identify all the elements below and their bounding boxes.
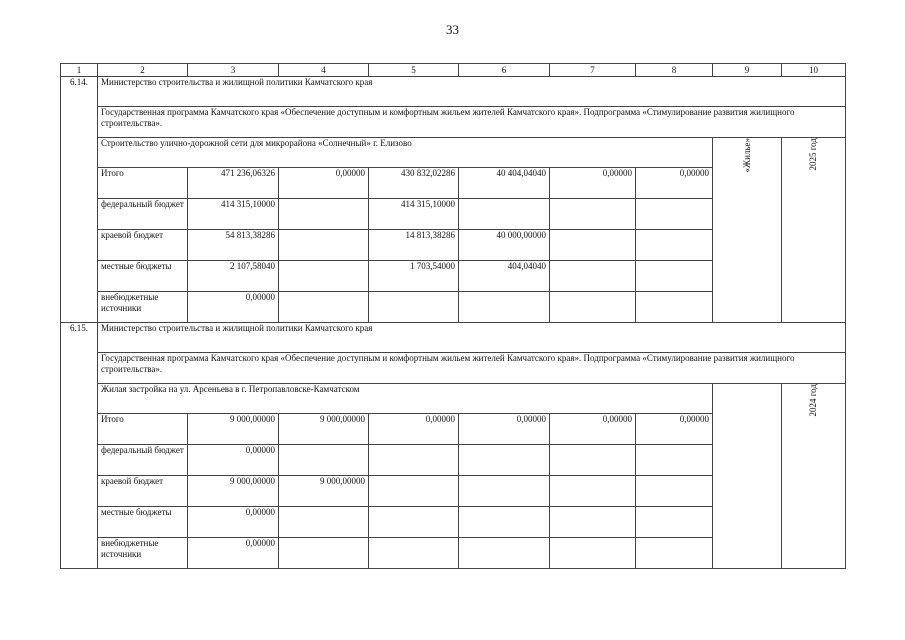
value-cell: 9 000,00000 [188,476,279,507]
ministry-row [61,77,846,107]
column-header: 1 [61,64,98,77]
object-row [61,138,846,168]
value-cell [550,261,636,292]
value-cell [636,292,713,323]
value-cell: 414 315,10000 [369,199,459,230]
value-cell [636,538,713,569]
ministry-name: Министерство строительства и жилищной политики Камчатского края [98,77,846,107]
value-cell [369,476,459,507]
value-cell [369,292,459,323]
value-cell: 430 832,02286 [369,168,459,199]
value-cell [459,445,550,476]
row-label: Итого [98,414,188,445]
value-cell: 0,00000 [188,292,279,323]
program-name: Государственная программа Камчатского края «Обеспечение доступным и комфортным жильем жителей Камчатского края». Подпрограмма «Стимулирование развития жилищного строительства». [98,107,846,138]
section-number: 6.14. [61,77,98,323]
ministry-name: Министерство строительства и жилищной политики Камчатского края [98,323,846,353]
value-cell: 1 703,54000 [369,261,459,292]
program-name: Государственная программа Камчатского края «Обеспечение доступным и комфортным жильем жителей Камчатского края». Подпрограмма «Стимулирование развития жилищного строительства». [98,353,846,384]
value-cell [636,507,713,538]
value-cell: 2 107,58040 [188,261,279,292]
value-cell [636,261,713,292]
column-header: 10 [782,64,846,77]
year-label: 2024 год [808,384,818,417]
value-cell [459,199,550,230]
program-label-cell [713,384,782,569]
object-name: Жилая застройка на ул. Арсеньева в г. Петропавловске-Камчатском [98,384,713,414]
value-cell [550,230,636,261]
section-number: 6.15. [61,323,98,569]
column-header: 2 [98,64,188,77]
value-cell [279,538,369,569]
column-header: 8 [636,64,713,77]
column-header: 7 [550,64,636,77]
column-header: 3 [188,64,279,77]
row-label: федеральный бюджет [98,199,188,230]
year-label: 2025 год [808,138,818,171]
page-number: 33 [446,22,459,37]
year-cell [782,384,846,569]
value-cell: 0,00000 [369,414,459,445]
value-cell [279,445,369,476]
value-cell [369,538,459,569]
row-label: краевой бюджет [98,476,188,507]
object-name: Строительство улично-дорожной сети для микрорайона «Солнечный» г. Елизово [98,138,713,168]
value-cell: 0,00000 [459,414,550,445]
value-cell [459,538,550,569]
value-cell [279,261,369,292]
value-cell [369,507,459,538]
value-cell [459,292,550,323]
value-cell: 471 236,06326 [188,168,279,199]
program-label: «Жилье» [741,138,752,173]
value-cell: 0,00000 [188,538,279,569]
value-cell [550,199,636,230]
program-row [61,353,846,384]
value-cell: 54 813,38286 [188,230,279,261]
row-label: федеральный бюджет [98,445,188,476]
column-header: 4 [279,64,369,77]
value-cell: 414 315,10000 [188,199,279,230]
column-header: 6 [459,64,550,77]
value-cell [550,292,636,323]
program-label-cell [713,138,782,323]
value-cell: 404,04040 [459,261,550,292]
ministry-row [61,323,846,353]
value-cell [279,230,369,261]
value-cell: 40 404,04040 [459,168,550,199]
row-label: Итого [98,168,188,199]
year-cell [782,138,846,323]
value-cell [636,230,713,261]
value-cell: 0,00000 [636,168,713,199]
value-cell: 0,00000 [550,168,636,199]
value-cell [279,292,369,323]
row-label: внебюджетные источники [98,538,188,569]
column-header: 9 [713,64,782,77]
value-cell [550,476,636,507]
value-cell [550,507,636,538]
value-cell [636,476,713,507]
column-header: 5 [369,64,459,77]
value-cell: 0,00000 [550,414,636,445]
value-cell: 0,00000 [279,168,369,199]
value-cell [279,199,369,230]
value-cell [369,445,459,476]
row-label: краевой бюджет [98,230,188,261]
value-cell [459,507,550,538]
object-row [61,384,846,414]
value-cell [279,507,369,538]
value-cell: 0,00000 [188,445,279,476]
value-cell: 40 000,00000 [459,230,550,261]
value-cell: 9 000,00000 [279,414,369,445]
row-label: внебюджетные источники [98,292,188,323]
value-cell [636,199,713,230]
value-cell: 9 000,00000 [188,414,279,445]
value-cell [459,476,550,507]
value-cell: 0,00000 [188,507,279,538]
row-label: местные бюджеты [98,507,188,538]
column-header-row [61,64,846,77]
budget-table [60,63,846,569]
value-cell: 0,00000 [636,414,713,445]
value-cell [636,445,713,476]
value-cell [550,445,636,476]
row-label: местные бюджеты [98,261,188,292]
value-cell: 14 813,38286 [369,230,459,261]
value-cell: 9 000,00000 [279,476,369,507]
value-cell [550,538,636,569]
program-row [61,107,846,138]
